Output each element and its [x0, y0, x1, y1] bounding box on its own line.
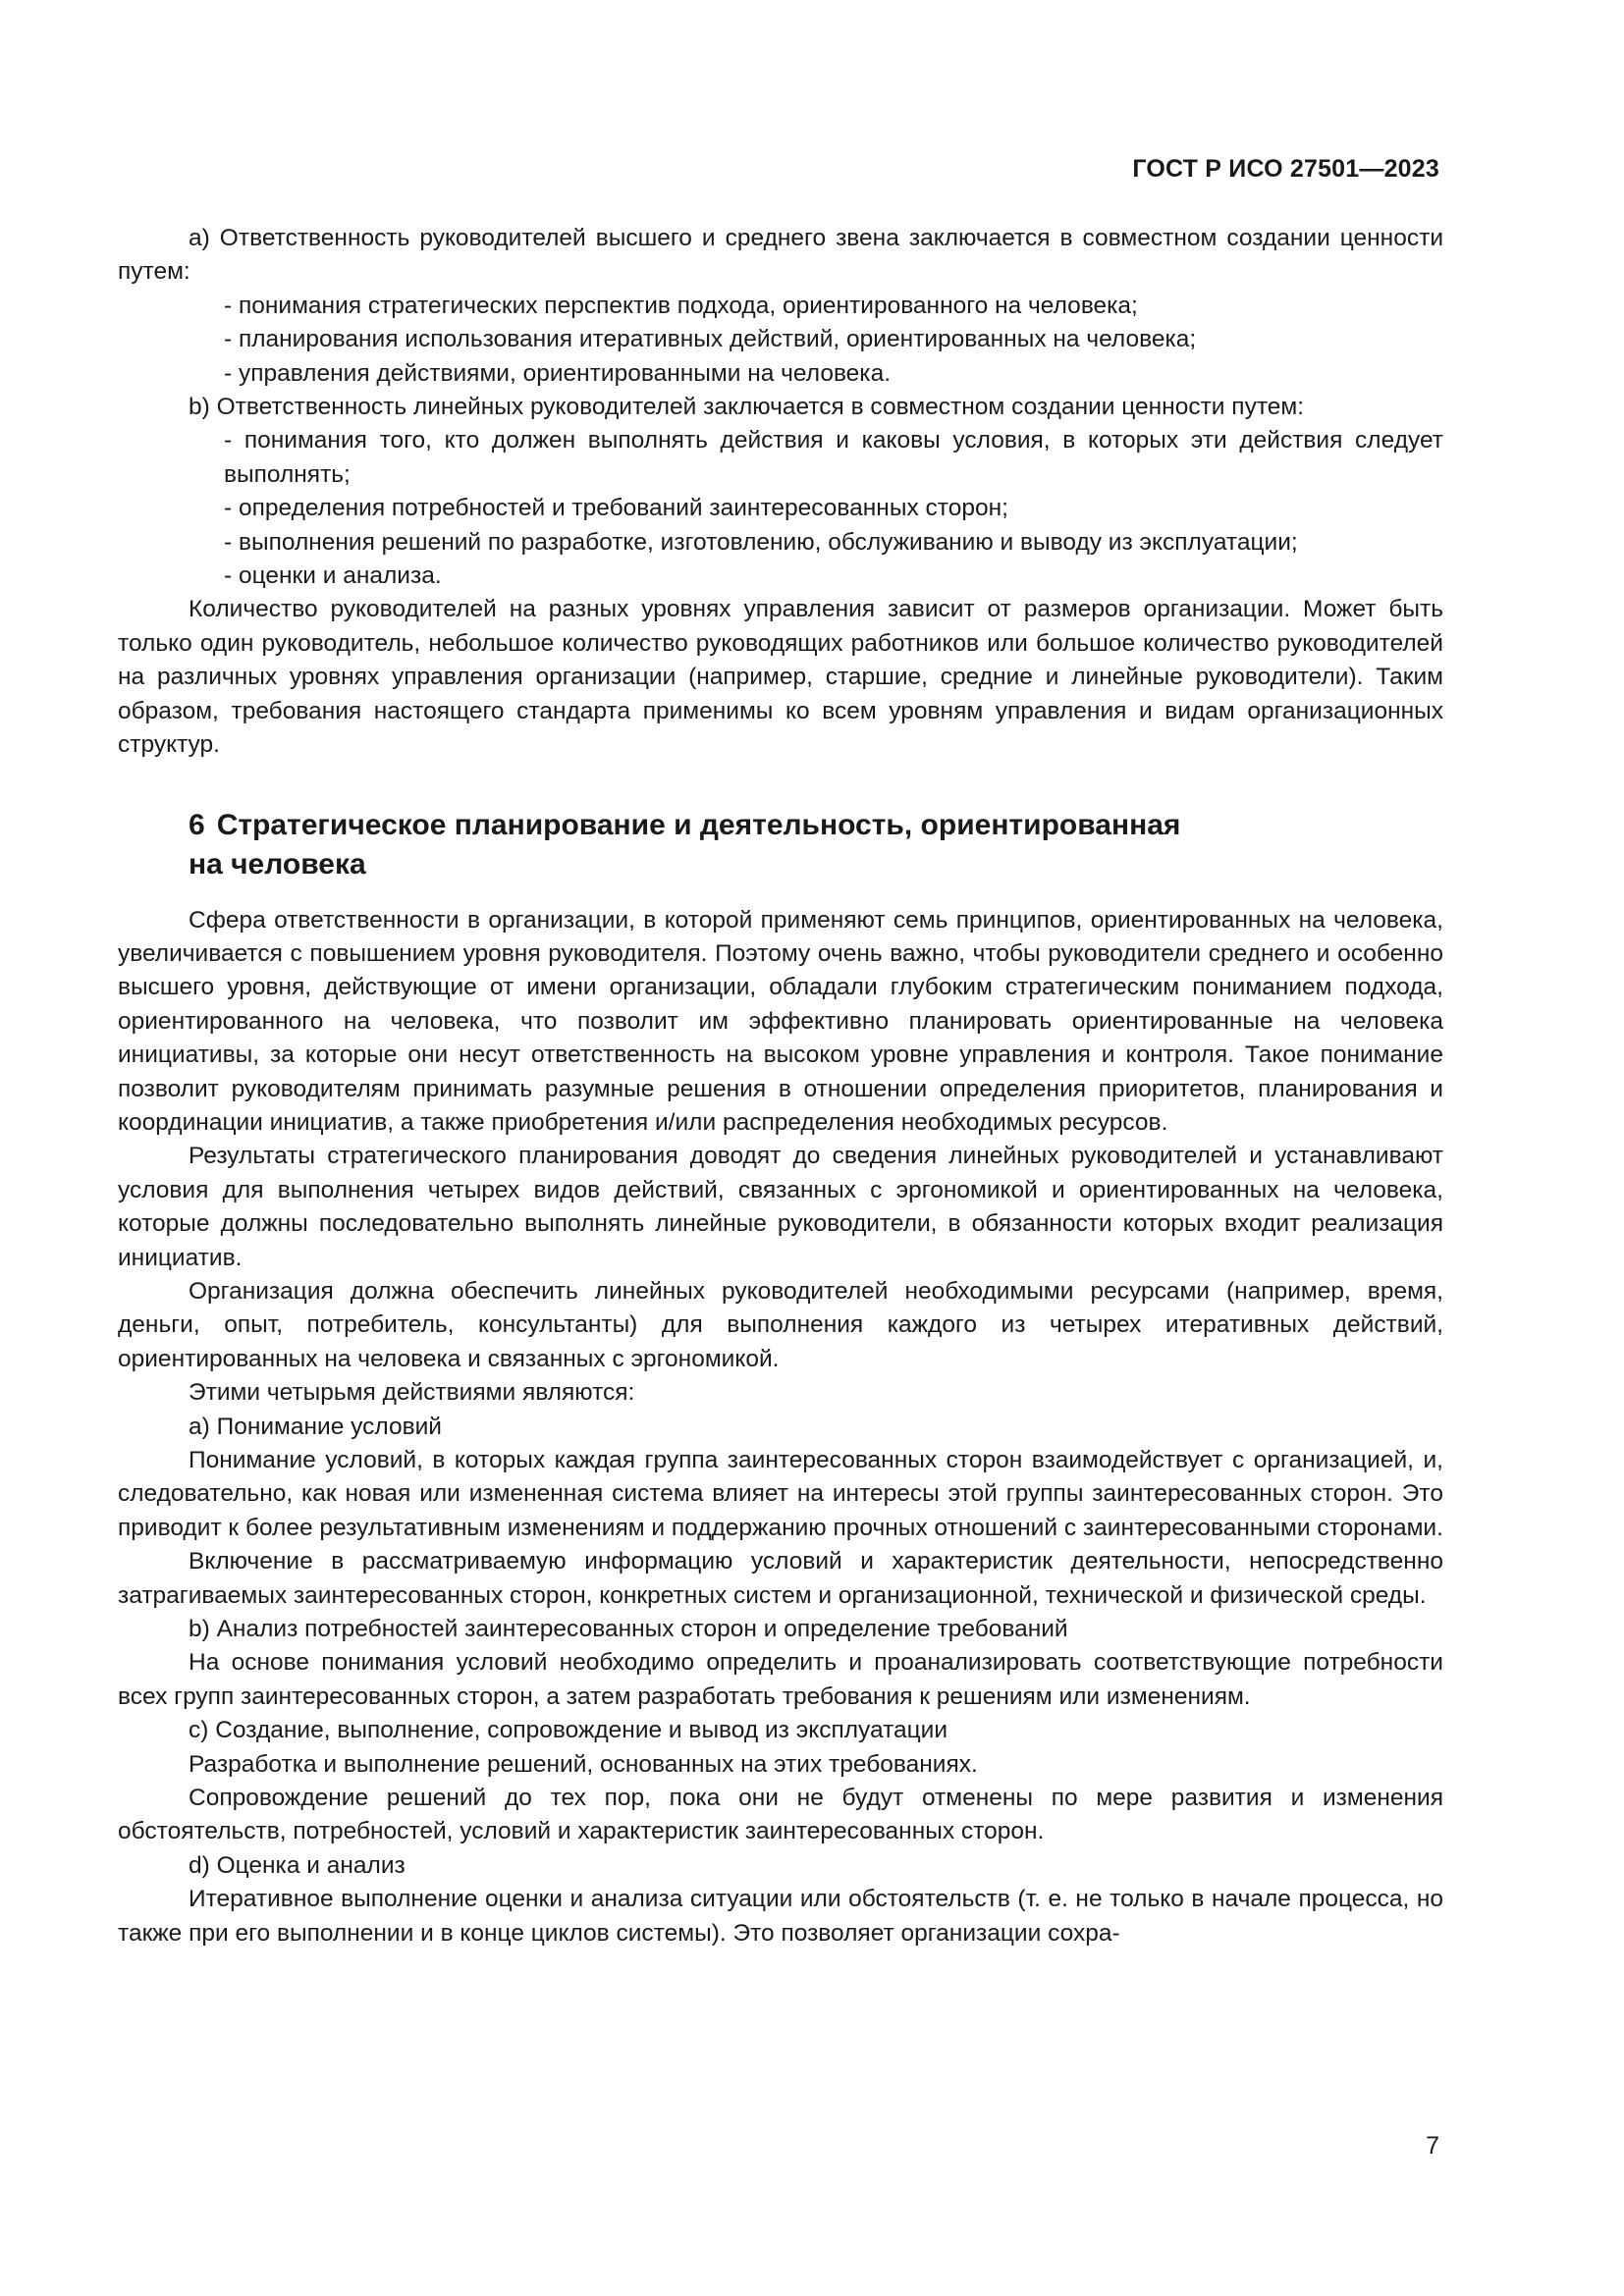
paragraph: Понимание условий, в которых каждая группа заинтересованных сторон взаимодействует с организацией, и, следовательно, как новая или измененная система влияет на интересы этой группы заинтересованных сторон. Это приводит к более результативным изменениям и поддержанию прочных отношений с заинтересованными сторонами.	[118, 1447, 1443, 1541]
paragraph: b) Ответственность линейных руководителей заключается в совместном создании ценности путем:	[189, 394, 1305, 421]
section-title-line2: на человека	[189, 847, 366, 881]
subsection-title: b) Анализ потребностей заинтересованных сторон и определение требований	[189, 1616, 1068, 1643]
list-item: - понимания стратегических перспектив подхода, ориентированного на человека;	[224, 292, 1138, 319]
paragraph: Организация должна обеспечить линейных руководителей необходимыми ресурсами (например, время, деньги, опыт, потребитель, консультанты) для выполнения каждого из четырех итеративных действий, ориентированных на человека и связанных с эргономикой.	[118, 1277, 1443, 1372]
section-number: 6	[189, 808, 205, 841]
paragraph: Итеративное выполнение оценки и анализа ситуации или обстоятельств (т. е. не только в начале процесса, но также при его выполнении и в конце циклов системы). Это позволяет организации сохра-	[118, 1886, 1443, 1947]
list-item: - оценки и анализа.	[224, 562, 442, 590]
list-item: - понимания того, кто должен выполнять действия и каковы условия, в которых эти действия следует выполнять;	[224, 427, 1443, 488]
paragraph: Этими четырьмя действиями являются:	[189, 1379, 635, 1407]
subsection-title: a) Понимание условий	[189, 1413, 442, 1440]
paragraph: Результаты стратегического планирования доводят до сведения линейных руководителей и устанавливают условия для выполнения четырех видов действий, связанных с эргономикой и ориентированных на человека, которые должны последовательно выполнять линейные руководители, в обязанности которых входит реализация инициатив.	[118, 1143, 1443, 1271]
section-heading	[118, 806, 1443, 884]
document-code: ГОСТ Р ИСО 27501—2023	[1132, 155, 1439, 183]
page-content	[118, 222, 1443, 1950]
paragraph: На основе понимания условий необходимо определить и проанализировать соответствующие потребности всех групп заинтересованных сторон, а затем разработать требования к решениям или изменениям.	[118, 1649, 1443, 1710]
paragraph: Включение в рассматриваемую информацию условий и характеристик деятельности, непосредственно затрагиваемых заинтересованных сторон, конкретных систем и организационной, технической и физической среды.	[118, 1548, 1443, 1609]
section-title-line1: Стратегическое планирование и деятельность, ориентированная	[216, 808, 1181, 841]
list-item: - планирования использования итеративных действий, ориентированных на человека;	[224, 326, 1197, 353]
list-item: - управления действиями, ориентированными на человека.	[224, 359, 892, 387]
page-number: 7	[1426, 2132, 1439, 2160]
paragraph: Сопровождение решений до тех пор, пока они не будут отменены по мере развития и изменения обстоятельств, потребностей, условий и характеристик заинтересованных сторон.	[118, 1785, 1443, 1845]
paragraph: Разработка и выполнение решений, основанных на этих требованиях.	[189, 1750, 978, 1778]
paragraph: Количество руководителей на разных уровнях управления зависит от размеров организации. Может быть только один руководитель, небольшое количество руководящих работников или большое количество руководителей на различных уровнях управления организации (например, старшие, средние и линейные руководители). Таким образом, требования настоящего стандарта применимы ко всем уровням управления и видам организационных структур.	[118, 596, 1443, 759]
list-item: - выполнения решений по разработке, изготовлению, обслуживанию и выводу из эксплуатации;	[224, 528, 1298, 556]
subsection-title: d) Оценка и анализ	[189, 1851, 406, 1879]
list-item: - определения потребностей и требований заинтересованных сторон;	[224, 495, 1008, 522]
subsection-title: c) Создание, выполнение, сопровождение и вывод из эксплуатации	[189, 1717, 948, 1744]
paragraph: a) Ответственность руководителей высшего и среднего звена заключается в совместном создании ценности путем:	[118, 225, 1443, 286]
paragraph: Сфера ответственности в организации, в которой применяют семь принципов, ориентированных на человека, увеличивается с повышением уровня руководителя. Поэтому очень важно, чтобы руководители среднего и особенно высшего уровня, действующие от имени организации, обладали глубоким стратегическим пониманием подхода, ориентированного на человека, что позволит им эффективно планировать ориентированные на человека инициативы, за которые они несут ответственность на высоком уровне управления и контроля. Такое понимание позволит руководителям принимать разумные решения в отношении определения приоритетов, планирования и координации инициатив, а также приобретения и/или распределения необходимых ресурсов.	[118, 906, 1443, 1136]
